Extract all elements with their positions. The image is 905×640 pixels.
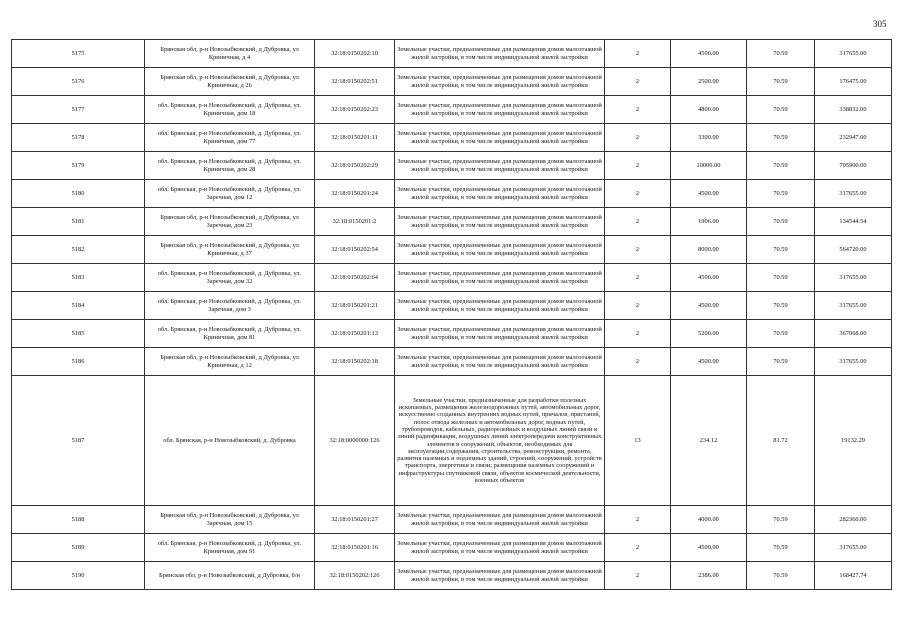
- specific-value-cell: 81.72: [747, 376, 815, 506]
- row-number-cell: 5180: [12, 180, 145, 208]
- table-row: [12, 96, 892, 124]
- area-cell: 4500.00: [671, 40, 747, 68]
- cadastral-number-cell: 32:18:0150201:24: [315, 180, 395, 208]
- group-cell: 2: [605, 208, 671, 236]
- area-cell: 4500.00: [671, 264, 747, 292]
- table-row: [12, 40, 892, 68]
- page-number: 305: [873, 19, 887, 29]
- land-use-cell: Земельные участки, предназначенные для размещения домов малоэтажной жилой застройки, в том числе индивидуальной жилой застройки: [395, 506, 605, 534]
- address-cell: Брянская обл, р-н Новозыбковский, д Дубровка, ул Криничная, д 4: [145, 40, 315, 68]
- cadastral-number-cell: 32:18:0000000:126: [315, 376, 395, 506]
- row-number-cell: 5179: [12, 152, 145, 180]
- specific-value-cell: 70.59: [747, 124, 815, 152]
- address-cell: обл. Брянская, р-н Новозыбковский, д. Дубровка, ул. Заречная, дом 12: [145, 180, 315, 208]
- cadastral-value-cell: 176475.00: [815, 68, 892, 96]
- table-body: [12, 40, 892, 590]
- specific-value-cell: 70.59: [747, 534, 815, 562]
- address-cell: Брянская обл, р-н Новозыбковский, д Дубровка, ул Криничная, д 37: [145, 236, 315, 264]
- land-use-cell: Земельные участки, предназначенные для размещения домов малоэтажной жилой застройки, в том числе индивидуальной жилой застройки: [395, 180, 605, 208]
- specific-value-cell: 70.59: [747, 180, 815, 208]
- cadastral-value-cell: 317655.00: [815, 40, 892, 68]
- address-cell: обл. Брянская, р-н Новозыбковский, д. Дубровка, ул. Криничная, дом 81: [145, 320, 315, 348]
- land-use-cell: Земельные участки, предназначенные для размещения домов малоэтажной жилой застройки, в том числе индивидуальной жилой застройки: [395, 152, 605, 180]
- group-cell: 2: [605, 506, 671, 534]
- address-cell: Брянская обл, р-н Новозыбковский, д Дубровка, ул Заречная, дом 15: [145, 506, 315, 534]
- area-cell: 2386.00: [671, 562, 747, 590]
- group-cell: 2: [605, 40, 671, 68]
- specific-value-cell: 70.59: [747, 152, 815, 180]
- row-number-cell: 5188: [12, 506, 145, 534]
- group-cell: 2: [605, 348, 671, 376]
- row-number-cell: 5189: [12, 534, 145, 562]
- area-cell: 4800.00: [671, 96, 747, 124]
- cadastral-value-cell: 317655.00: [815, 292, 892, 320]
- group-cell: 13: [605, 376, 671, 506]
- table-row: [12, 152, 892, 180]
- row-number-cell: 5184: [12, 292, 145, 320]
- specific-value-cell: 70.59: [747, 40, 815, 68]
- area-cell: 4500.00: [671, 348, 747, 376]
- group-cell: 2: [605, 180, 671, 208]
- table-row: [12, 376, 892, 506]
- land-use-cell: Земельные участки, предназначенные для размещения домов малоэтажной жилой застройки, в том числе индивидуальной жилой застройки: [395, 534, 605, 562]
- cadastral-value-cell: 134544.54: [815, 208, 892, 236]
- cadastral-number-cell: 32:18:0150202:64: [315, 264, 395, 292]
- row-number-cell: 5186: [12, 348, 145, 376]
- row-number-cell: 5187: [12, 376, 145, 506]
- cadastral-number-cell: 32:18:0150202:23: [315, 96, 395, 124]
- specific-value-cell: 70.59: [747, 562, 815, 590]
- area-cell: 3300.00: [671, 124, 747, 152]
- cadastral-number-cell: 32:18:0150201:16: [315, 534, 395, 562]
- cadastral-value-cell: 338832.00: [815, 96, 892, 124]
- table-row: [12, 292, 892, 320]
- cadastral-number-cell: 32:18:0150201:21: [315, 292, 395, 320]
- table-row: [12, 264, 892, 292]
- table-row: [12, 534, 892, 562]
- area-cell: 10000.00: [671, 152, 747, 180]
- cadastral-number-cell: 32:18:0150201:13: [315, 320, 395, 348]
- cadastral-value-cell: 564720.00: [815, 236, 892, 264]
- table-row: [12, 124, 892, 152]
- land-use-cell: Земельные участки, предназначенные для размещения домов малоэтажной жилой застройки, в том числе индивидуальной жилой застройки: [395, 40, 605, 68]
- cadastral-value-cell: 317655.00: [815, 534, 892, 562]
- cadastral-number-cell: 32:18:0150201:2: [315, 208, 395, 236]
- area-cell: 234.12: [671, 376, 747, 506]
- cadastral-number-cell: 32:18:0150202:54: [315, 236, 395, 264]
- cadastral-value-cell: 19132.29: [815, 376, 892, 506]
- cadastral-number-cell: 32:18:0150202:18: [315, 348, 395, 376]
- group-cell: 2: [605, 124, 671, 152]
- cadastral-number-cell: 32:18:0150202:51: [315, 68, 395, 96]
- specific-value-cell: 70.59: [747, 320, 815, 348]
- cadastral-value-cell: 317655.00: [815, 264, 892, 292]
- specific-value-cell: 70.59: [747, 348, 815, 376]
- row-number-cell: 5185: [12, 320, 145, 348]
- address-cell: Брянская обл, р-н Новозыбковский, д Дубровка, ул Криничная, д 12: [145, 348, 315, 376]
- area-cell: 4500.00: [671, 180, 747, 208]
- row-number-cell: 5190: [12, 562, 145, 590]
- land-registry-table: [11, 39, 892, 590]
- land-use-cell: Земельные участки, предназначенные для размещения домов малоэтажной жилой застройки, в том числе индивидуальной жилой застройки: [395, 264, 605, 292]
- area-cell: 4500.00: [671, 292, 747, 320]
- cadastral-value-cell: 705900.00: [815, 152, 892, 180]
- area-cell: 4500.00: [671, 534, 747, 562]
- address-cell: обл. Брянская, р-н Новозыбковский, д. Дубровка, ул. Заречная, дом 3: [145, 292, 315, 320]
- land-use-cell: Земельные участки, предназначенные для размещения домов малоэтажной жилой застройки, в том числе индивидуальной жилой застройки: [395, 124, 605, 152]
- specific-value-cell: 70.59: [747, 96, 815, 124]
- land-use-cell: Земельные участки, предназначенные для размещения домов малоэтажной жилой застройки, в том числе индивидуальной жилой застройки: [395, 96, 605, 124]
- group-cell: 2: [605, 96, 671, 124]
- specific-value-cell: 70.59: [747, 208, 815, 236]
- area-cell: 5200.00: [671, 320, 747, 348]
- address-cell: Брянская обл, р-н Новозыбковский, д Дубровка, б/н: [145, 562, 315, 590]
- group-cell: 2: [605, 264, 671, 292]
- specific-value-cell: 70.59: [747, 506, 815, 534]
- area-cell: 1906.00: [671, 208, 747, 236]
- address-cell: Брянская обл, р-н Новозыбковский, д Дубровка, ул Криничная, д 26: [145, 68, 315, 96]
- address-cell: обл. Брянская, р-н Новозыбковский, д. Дубровка, ул. Криничная, дом 77: [145, 124, 315, 152]
- address-cell: обл. Брянская, р-н Новозыбковский, д. Дубровка, ул. Криничная, дом 91: [145, 534, 315, 562]
- table-row: [12, 68, 892, 96]
- group-cell: 2: [605, 68, 671, 96]
- cadastral-value-cell: 232947.00: [815, 124, 892, 152]
- land-use-cell: Земельные участки, предназначенные для размещения домов малоэтажной жилой застройки, в том числе индивидуальной жилой застройки: [395, 292, 605, 320]
- cadastral-value-cell: 367068.00: [815, 320, 892, 348]
- row-number-cell: 5182: [12, 236, 145, 264]
- table-row: [12, 180, 892, 208]
- land-use-cell: Земельные участки, предназначенные для размещения домов малоэтажной жилой застройки, в том числе индивидуальной жилой застройки: [395, 562, 605, 590]
- group-cell: 2: [605, 236, 671, 264]
- table-row: [12, 506, 892, 534]
- table-row: [12, 348, 892, 376]
- cadastral-value-cell: 282360.00: [815, 506, 892, 534]
- group-cell: 2: [605, 292, 671, 320]
- land-use-cell: Земельные участки, предназначенные для размещения домов малоэтажной жилой застройки, в том числе индивидуальной жилой застройки: [395, 348, 605, 376]
- specific-value-cell: 70.59: [747, 292, 815, 320]
- address-cell: Брянская обл, р-н Новозыбковский, д Дубровка, ул Заречная, дом 23: [145, 208, 315, 236]
- cadastral-number-cell: 32:18:0150201:11: [315, 124, 395, 152]
- address-cell: обл. Брянская, р-н Новозыбковский, д. Дубровка, ул. Заречная, дом 32: [145, 264, 315, 292]
- row-number-cell: 5181: [12, 208, 145, 236]
- land-use-cell: Земельные участки, предназначенные для размещения домов малоэтажной жилой застройки, в том числе индивидуальной жилой застройки: [395, 236, 605, 264]
- row-number-cell: 5183: [12, 264, 145, 292]
- area-cell: 4000.00: [671, 506, 747, 534]
- cadastral-value-cell: 317655.00: [815, 180, 892, 208]
- table-row: [12, 320, 892, 348]
- cadastral-number-cell: 32:18:0150202:29: [315, 152, 395, 180]
- area-cell: 8000.00: [671, 236, 747, 264]
- row-number-cell: 5175: [12, 40, 145, 68]
- cadastral-value-cell: 317655.00: [815, 348, 892, 376]
- specific-value-cell: 70.59: [747, 264, 815, 292]
- table-row: [12, 208, 892, 236]
- area-cell: 2500.00: [671, 68, 747, 96]
- land-use-cell: Земельные участки, предназначенные для размещения домов малоэтажной жилой застройки, в том числе индивидуальной жилой застройки: [395, 208, 605, 236]
- cadastral-number-cell: 32:18:0150201:27: [315, 506, 395, 534]
- table-row: [12, 562, 892, 590]
- group-cell: 2: [605, 562, 671, 590]
- land-use-cell: Земельные участки, предназначенные для размещения домов малоэтажной жилой застройки, в том числе индивидуальной жилой застройки: [395, 320, 605, 348]
- specific-value-cell: 70.59: [747, 68, 815, 96]
- address-cell: обл. Брянская, р-н Новозыбковский, д. Дубровка, ул. Криничная, дом 18: [145, 96, 315, 124]
- cadastral-number-cell: 32:18:0150202:126: [315, 562, 395, 590]
- specific-value-cell: 70.59: [747, 236, 815, 264]
- row-number-cell: 5177: [12, 96, 145, 124]
- cadastral-value-cell: 168427.74: [815, 562, 892, 590]
- group-cell: 2: [605, 320, 671, 348]
- group-cell: 2: [605, 534, 671, 562]
- address-cell: обл. Брянская, р-н Новозыбковский, д. Дубровка, ул. Криничная, дом 28: [145, 152, 315, 180]
- row-number-cell: 5176: [12, 68, 145, 96]
- row-number-cell: 5178: [12, 124, 145, 152]
- group-cell: 2: [605, 152, 671, 180]
- address-cell: обл. Брянская, р-н Новозыбковский, д. Дубровка: [145, 376, 315, 506]
- cadastral-number-cell: 32:18:0150202:10: [315, 40, 395, 68]
- land-use-cell: Земельные участки, предназначенные для размещения домов малоэтажной жилой застройки, в том числе индивидуальной жилой застройки: [395, 68, 605, 96]
- land-use-cell: Земельные участки, предназначенные для разработки полезных ископаемых, размещения железнодорожных путей, автомобильных дорог, искусственно созданных внутренних водных путей, причалов, пристаней, полос отвода железных и автомобильных дорог, водных путей, трубопроводов, кабельных, радиорелейных и воздушных линий связи и линий радиофикации, воздушных линий электропередачи конструктивных элементов и сооружений, объектов, необходимых для эксплуатации,содержания, строительства, реконструкции, ремонта, развития наземных и подземных зданий, строений, сооружений, устройств транспорта, энергетики и связи; размещения наземных сооружений и инфраструктуры спутниковой связи, объектов космической деятельности, военных объектов: [395, 376, 605, 506]
- table-row: [12, 236, 892, 264]
